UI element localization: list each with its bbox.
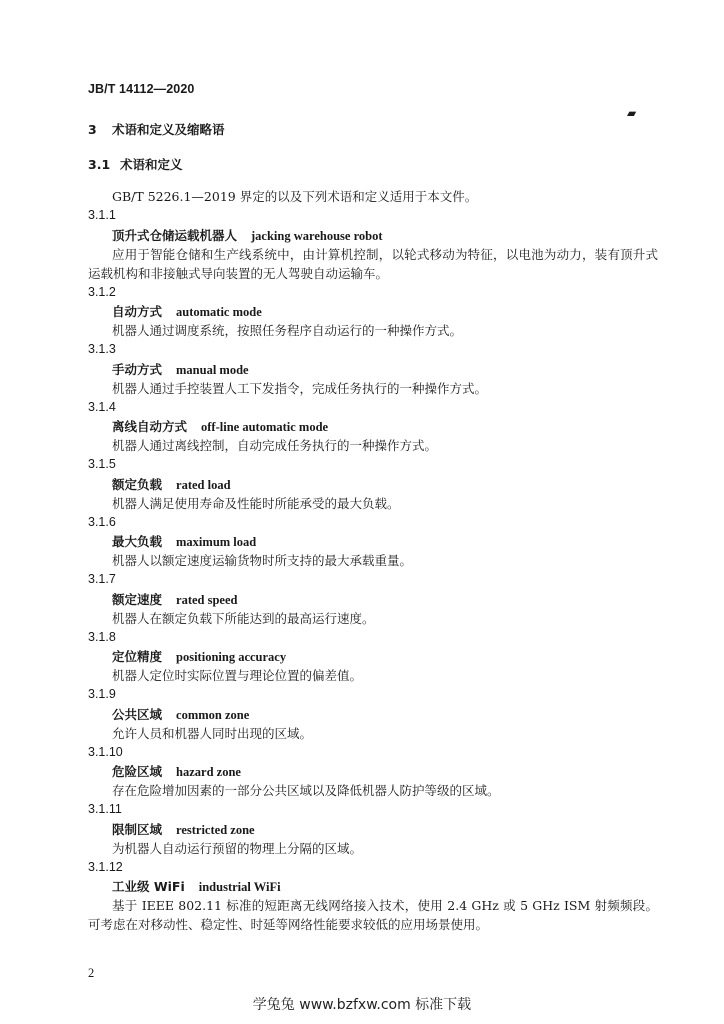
term-title-en: rated speed [176, 592, 238, 607]
term-title-en: industrial WiFi [198, 880, 281, 894]
term-number: 3.1.9 [88, 687, 116, 701]
term-definition: 应用于智能仓储和生产线系统中，由计算机控制，以轮式移动为特征，以电池为动力，装有顶升式运载机构和非接触式导向装置的无人驾驶自动运输车。 [88, 246, 658, 281]
term-title-en: off-line automatic mode [201, 420, 329, 434]
term-title [112, 360, 668, 379]
term-title-zh: 离线自动方式 [112, 419, 188, 434]
term-title-en: maximum load [176, 535, 257, 549]
page-number: 2 [88, 966, 95, 980]
term-title [112, 475, 668, 494]
term-title-zh: 限制区域 [112, 821, 163, 837]
term-entry [88, 800, 668, 858]
term-entry [88, 206, 668, 283]
term-title-zh: 最大负载 [112, 534, 163, 549]
term-number: 3.1.2 [88, 284, 116, 299]
term-title-zh: 工业级 WiFi [112, 879, 185, 894]
term-title-zh: 手动方式 [112, 361, 163, 377]
term-definition: 为机器人自动运行预留的物理上分隔的区域。 [112, 840, 363, 856]
term-entry [88, 570, 668, 628]
term-entry [88, 283, 668, 341]
term-entry [88, 685, 668, 743]
term-number: 3.1.4 [88, 399, 116, 414]
term-title-en: automatic mode [176, 305, 262, 319]
term-definition: 基于 IEEE 802.11 标准的短距离无线网络接入技术，使用 2.4 GHz 或 5 GHz ISM 射频频段。可考虑在对移动性、稳定性、时延等网络性能要求较低的应用场景使用。 [88, 898, 658, 932]
term-title-en: hazard zone [176, 765, 241, 779]
term-number: 3.1.10 [88, 744, 123, 759]
section-3-number: 3 [88, 122, 97, 137]
term-entry [88, 513, 668, 571]
intro-paragraph: GB/T 5226.1—2019 界定的以及下列术语和定义适用于本文件。 [112, 189, 478, 204]
term-title-en: positioning accuracy [176, 650, 287, 664]
term-definition: 允许人员和机器人同时出现的区域。 [112, 725, 313, 741]
term-entry [88, 340, 668, 398]
term-title-zh: 公共区域 [112, 706, 163, 722]
term-number: 3.1.11 [88, 802, 122, 816]
term-number: 3.1.7 [88, 572, 116, 586]
term-title-zh: 自动方式 [112, 304, 163, 319]
section-3-title: 术语和定义及缩略语 [112, 122, 225, 137]
footer-watermark: 学兔兔 www.bzfxw.com 标准下载 [252, 997, 472, 1013]
term-title-en: jacking warehouse robot [251, 228, 383, 243]
term-definition: 机器人通过调度系统，按照任务程序自动运行的一种操作方式。 [112, 323, 463, 338]
term-title [112, 302, 668, 321]
term-title-en: common zone [176, 707, 250, 722]
term-title [112, 532, 668, 551]
term-title [112, 762, 668, 781]
section-3-1-heading [88, 155, 183, 173]
term-number: 3.1.5 [88, 457, 116, 471]
term-title-zh: 额定速度 [112, 591, 163, 607]
term-title-zh: 顶升式仓储运载机器人 [112, 227, 238, 243]
scan-mark: ▰ [627, 106, 637, 120]
standard-code: JB/T 14112—2020 [88, 82, 195, 96]
term-title-zh: 额定负载 [112, 476, 163, 492]
term-title [112, 647, 668, 666]
term-definition: 机器人在额定负载下所能达到的最高运行速度。 [112, 610, 375, 626]
term-number: 3.1.3 [88, 342, 116, 356]
term-number: 3.1.6 [88, 514, 116, 529]
term-entry [88, 628, 668, 686]
term-definition: 机器人通过离线控制，自动完成任务执行的一种操作方式。 [112, 438, 438, 453]
term-title [112, 705, 668, 724]
term-title [112, 226, 668, 245]
term-definition: 机器人定位时实际位置与理论位置的偏差值。 [112, 668, 363, 683]
term-title [112, 820, 668, 839]
term-title [112, 590, 668, 609]
term-title-zh: 定位精度 [112, 649, 163, 664]
term-definition: 存在危险增加因素的一部分公共区域以及降低机器人防护等级的区域。 [112, 783, 500, 798]
term-title [112, 877, 668, 896]
section-3-heading [88, 120, 225, 138]
term-definition: 机器人以额定速度运输货物时所支持的最大承载重量。 [112, 553, 413, 568]
term-number: 3.1.12 [88, 859, 123, 874]
term-title-en: rated load [176, 477, 231, 492]
term-number: 3.1.1 [88, 208, 116, 222]
term-definition: 机器人通过手控装置人工下发指令，完成任务执行的一种操作方式。 [112, 380, 488, 396]
section-3-1-number: 3.1 [88, 157, 111, 172]
term-entry [88, 743, 668, 801]
term-title [112, 417, 668, 436]
term-definition: 机器人满足使用寿命及性能时所能承受的最大负载。 [112, 495, 400, 511]
term-number: 3.1.8 [88, 629, 116, 644]
term-entry [88, 455, 668, 513]
term-title-zh: 危险区域 [112, 764, 163, 779]
section-3-1-title: 术语和定义 [120, 157, 183, 172]
terms-list [88, 206, 668, 934]
term-title-en: restricted zone [176, 822, 255, 837]
term-entry [88, 398, 668, 456]
term-title-en: manual mode [176, 362, 249, 377]
term-entry [88, 858, 668, 935]
